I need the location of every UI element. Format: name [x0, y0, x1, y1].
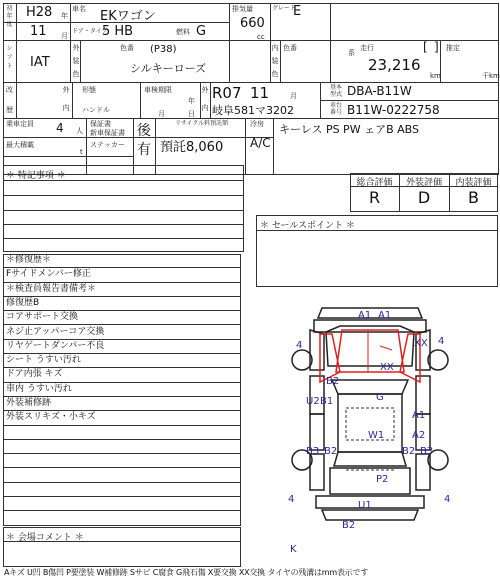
shift-label: シフト	[6, 45, 13, 70]
ext-mark-2: 外	[201, 86, 209, 94]
first-reg-label: 初年度	[6, 5, 13, 28]
inspector-item: 外装スリキズ・小キズ	[3, 411, 241, 425]
ext-mark-1: 外	[62, 86, 70, 94]
interior-color-label-2: 装	[271, 57, 279, 65]
diag-label-tire: 4	[288, 494, 295, 505]
seats: 4	[56, 121, 64, 135]
interior-color-label-3: 色	[271, 70, 279, 78]
diag-label-p2: P2	[376, 474, 389, 485]
displacement: 660	[240, 16, 265, 31]
ac: A/C	[250, 136, 271, 150]
inspector-item: ネジ止アッパーコア交換	[3, 326, 241, 340]
modify-label: 改	[6, 86, 13, 94]
int-mark-2: 内	[201, 104, 209, 112]
diag-label-k: K	[290, 544, 297, 555]
color-code-label: 色番	[120, 44, 134, 52]
diag-label-a2: A2	[412, 430, 426, 441]
repair-item: Fサイドメンバー修正	[3, 268, 241, 282]
modify-label-2: 歴	[6, 106, 13, 114]
diag-label-a1: A1	[358, 310, 372, 321]
model: DBA-B11W	[347, 84, 412, 98]
car-name-label: 車名	[72, 5, 86, 13]
inspector-empty-row	[3, 497, 241, 511]
grade: E	[293, 4, 302, 19]
diag-label-b2: B2	[326, 376, 340, 387]
interior-score: B	[468, 188, 479, 207]
diag-label-w1: W1	[368, 430, 385, 441]
sales-point-title: ＊ セールスポイント ＊	[260, 221, 355, 231]
fuel: G	[196, 24, 207, 39]
diag-label-u1: U1	[358, 500, 372, 511]
inspector-item: 外装補修跡	[3, 397, 241, 411]
bracket-left: [	[423, 40, 428, 54]
diag-label-tire: 4	[296, 340, 303, 351]
exterior-color-label-3: 色	[72, 70, 80, 78]
diag-label-tire: 4	[438, 336, 445, 347]
shift: IAT	[30, 55, 50, 70]
km-label: km	[430, 72, 441, 80]
color-code: (P38)	[150, 44, 177, 55]
overall-score-label: 総合評価	[356, 178, 393, 188]
cc-label: cc	[257, 33, 265, 41]
int-mark-1: 内	[62, 104, 70, 112]
repair-title: ＊修復歴＊	[3, 254, 241, 268]
system-label: 系	[348, 49, 355, 57]
inspector-item: ドア内張 キズ	[3, 368, 241, 382]
inspection-year: R07	[212, 84, 242, 102]
grade-label: グレード	[272, 5, 297, 12]
recycle: 預託8,060	[160, 140, 224, 155]
inspector-empty-row	[3, 426, 241, 440]
car-name: EKワゴン	[100, 9, 156, 24]
diag-label-b2: B2	[324, 446, 338, 457]
diag-label-a1: A1	[412, 410, 426, 421]
overall-score: R	[368, 188, 381, 207]
venue-comment-title: ＊ 会場コメント ＊	[6, 533, 84, 543]
handle-label: ハンドル	[82, 106, 110, 114]
equipment: キーレス PS PW ェアB ABS	[279, 123, 419, 136]
inspector-item: 車内 うすい汚れ	[3, 383, 241, 397]
month-label: 月	[61, 32, 68, 40]
shape-label: 形態	[82, 86, 96, 94]
thousand-km-label: 千km	[482, 72, 500, 80]
legend: Aキズ U凹 B傷凹 P要塗装 W補修跡 Sサビ C腐食 G飛石傷 X要交換 XX交換 タイヤの残溝はmm表示です	[4, 568, 369, 577]
inspector-title: ＊検査員報告書備考＊	[3, 283, 241, 297]
doors: 5 HB	[102, 24, 134, 39]
load-unit: t	[80, 148, 83, 156]
car-damage-diagram	[280, 290, 460, 560]
exterior-score: D	[417, 188, 431, 207]
seats-unit: 人	[76, 127, 83, 135]
inspection-day-label: 日	[188, 110, 195, 118]
estimate-label: 推定	[446, 44, 460, 52]
fuel-label: 燃料	[176, 28, 190, 36]
warranty-value: 後	[137, 123, 151, 139]
exterior-color-label-1: 外	[72, 44, 80, 52]
inspector-empty-row	[3, 454, 241, 468]
displacement-label: 排気量	[232, 5, 253, 13]
color-name: シルキーローズ	[130, 62, 207, 75]
diag-label-a1: A1	[378, 310, 392, 321]
inspector-item: リヤゲートダンパー不良	[3, 340, 241, 354]
warranty-label: 保証書	[90, 120, 111, 128]
chassis-label: 車台番号	[330, 102, 343, 116]
diag-label-u2: U2	[306, 396, 320, 407]
special-notes-title: ＊ 特記事項 ＊	[6, 171, 66, 181]
diag-label-b3: B3	[306, 446, 320, 457]
recycle-label: リサイクル料預託額	[175, 120, 229, 127]
interior-score-label: 内装評価	[455, 178, 492, 188]
interior-color-label-1: 内	[271, 44, 279, 52]
inspector-item: シート うすい汚れ	[3, 354, 241, 368]
reg-month: 11	[30, 24, 47, 39]
inspection-month: 11	[250, 84, 270, 102]
model-label: 基本型式	[330, 84, 343, 98]
inspector-empty-row	[3, 440, 241, 454]
mileage-label: 走行	[360, 44, 374, 52]
diag-label-b3: B3	[420, 446, 434, 457]
diag-label-b2: B2	[402, 446, 416, 457]
inspection-label: 車検期限	[144, 86, 172, 94]
interior-color-code-label: 色番	[283, 44, 297, 52]
exterior-score-label: 外装評価	[405, 178, 442, 188]
inspector-empty-row	[3, 469, 241, 483]
chassis: B11W-0222758	[347, 103, 440, 117]
diag-label-tire: 4	[444, 494, 451, 505]
doors-label: ドア・タイプ	[72, 28, 108, 35]
inspection-month-label-2: 月	[290, 92, 297, 100]
diag-label-g: G	[376, 392, 384, 403]
diag-label-b2: B2	[342, 520, 356, 531]
ac-label: 冷房	[250, 120, 264, 128]
inspector-empty-row	[3, 483, 241, 497]
inspection-year-label: 年	[188, 97, 195, 105]
diag-label-xx: XX	[380, 362, 394, 373]
reg-year: H28	[26, 5, 53, 20]
mileage: 23,216	[368, 56, 421, 74]
seats-label: 乗車定員	[6, 120, 34, 128]
new-warranty-label: 新車保証書	[90, 129, 125, 137]
sticker-value: 有	[137, 142, 151, 158]
registration: 岐阜581マ3202	[212, 104, 294, 117]
bracket-right: ]	[434, 40, 439, 54]
year-label: 年	[61, 12, 68, 20]
diag-label-xx: XX	[414, 338, 428, 349]
diag-label-b1: B1	[320, 396, 334, 407]
inspection-month-label: 月	[158, 110, 165, 118]
exterior-color-label-2: 装	[72, 57, 80, 65]
inspector-item: 修復歴B	[3, 297, 241, 311]
inspector-item: コアサポート交換	[3, 311, 241, 325]
sticker-label: ステッカー	[90, 141, 125, 149]
load-label: 最大積載	[6, 141, 34, 149]
